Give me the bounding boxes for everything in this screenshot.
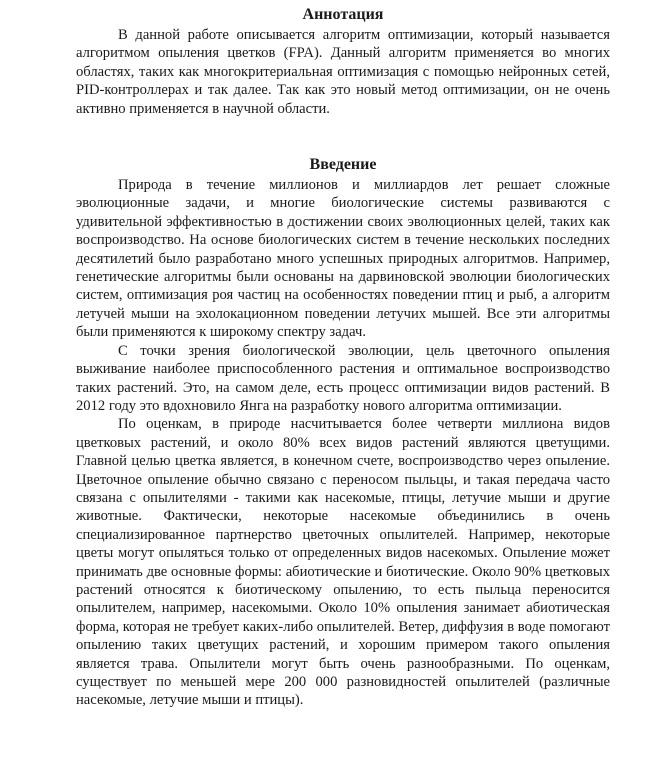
document-page (76, 6, 610, 710)
introduction-paragraph-2: С точки зрения биологической эволюции, цель цветочного опыления выживание наиболее приспособленного растения и оптимальное воспроизводство таких растений. Это, на самом деле, есть процесс оптимизации видов растений. В 2012 году это вдохновило Янга на разработку нового алгоритма оптимизации. (76, 342, 610, 414)
introduction-paragraph-1: Природа в течение миллионов и миллиардов лет решает сложные эволюционные задачи, и многие биологические системы развиваются с удивительной эффективностью в достижении своих эволюционных целей, таких как воспроизводство. На основе биологических систем в течение нескольких последних десятилетий было разработано много успешных природных алгоритмов. Например, генетические алгоритмы были основаны на дарвиновской эволюции биологических систем, оптимизация роя частиц на особенностях поведении птиц и рыб, а алгоритм летучей мыши на эхолокационном поведении летучих мышей. Все эти алгоритмы были применяются к широкому спектру задач. (76, 177, 610, 341)
abstract-paragraph: В данной работе описывается алгоритм оптимизации, который называется алгоритмом опыления цветков (FPA). Данный алгоритм применяется во многих областях, таких как многокритериальная оптимизация с помощью нейронных сетей, PID-контроллерах и так далее. Так как это новый метод оптимизации, он не очень активно применяется в научной области. (76, 27, 610, 117)
abstract-title: Аннотация (302, 6, 384, 23)
introduction-title: Введение (309, 156, 377, 174)
introduction-paragraph-3: По оценкам, в природе насчитывается более четверти миллиона видов цветковых растений, и около 80% всех видов растений являются цветущими. Главной целью цветка является, в конечном счете, воспроизводство через опыление. Цветочное опыление обычно связано с переносом пыльцы, и такая передача часто связана с опылителями - такими как насекомые, птицы, летучие мыши и другие животные. Фактически, некоторые насекомые объединились в очень специализированное партнерство цветочных опылителей. Например, некоторые цветы могут опыляться только от определенных видов насекомых. Опыление может принимать две основные формы: абиотические и биотические. Около 90% цветковых растений относятся к биотическому опылению, то есть пыльца переносится опылителем, например, насекомыми. Около 10% опыления занимает абиотическая форма, которая не требует каких-либо опылителей. Ветер, диффузия в воде помогают опылению таких цветущих растений, и хорошим примером такого опыления является трава. Опылители могут быть очень разнообразными. По оценкам, существует по меньшей мере 200 000 разновидностей опылителей (различные насекомые, летучие мыши и птицы). (76, 416, 610, 709)
